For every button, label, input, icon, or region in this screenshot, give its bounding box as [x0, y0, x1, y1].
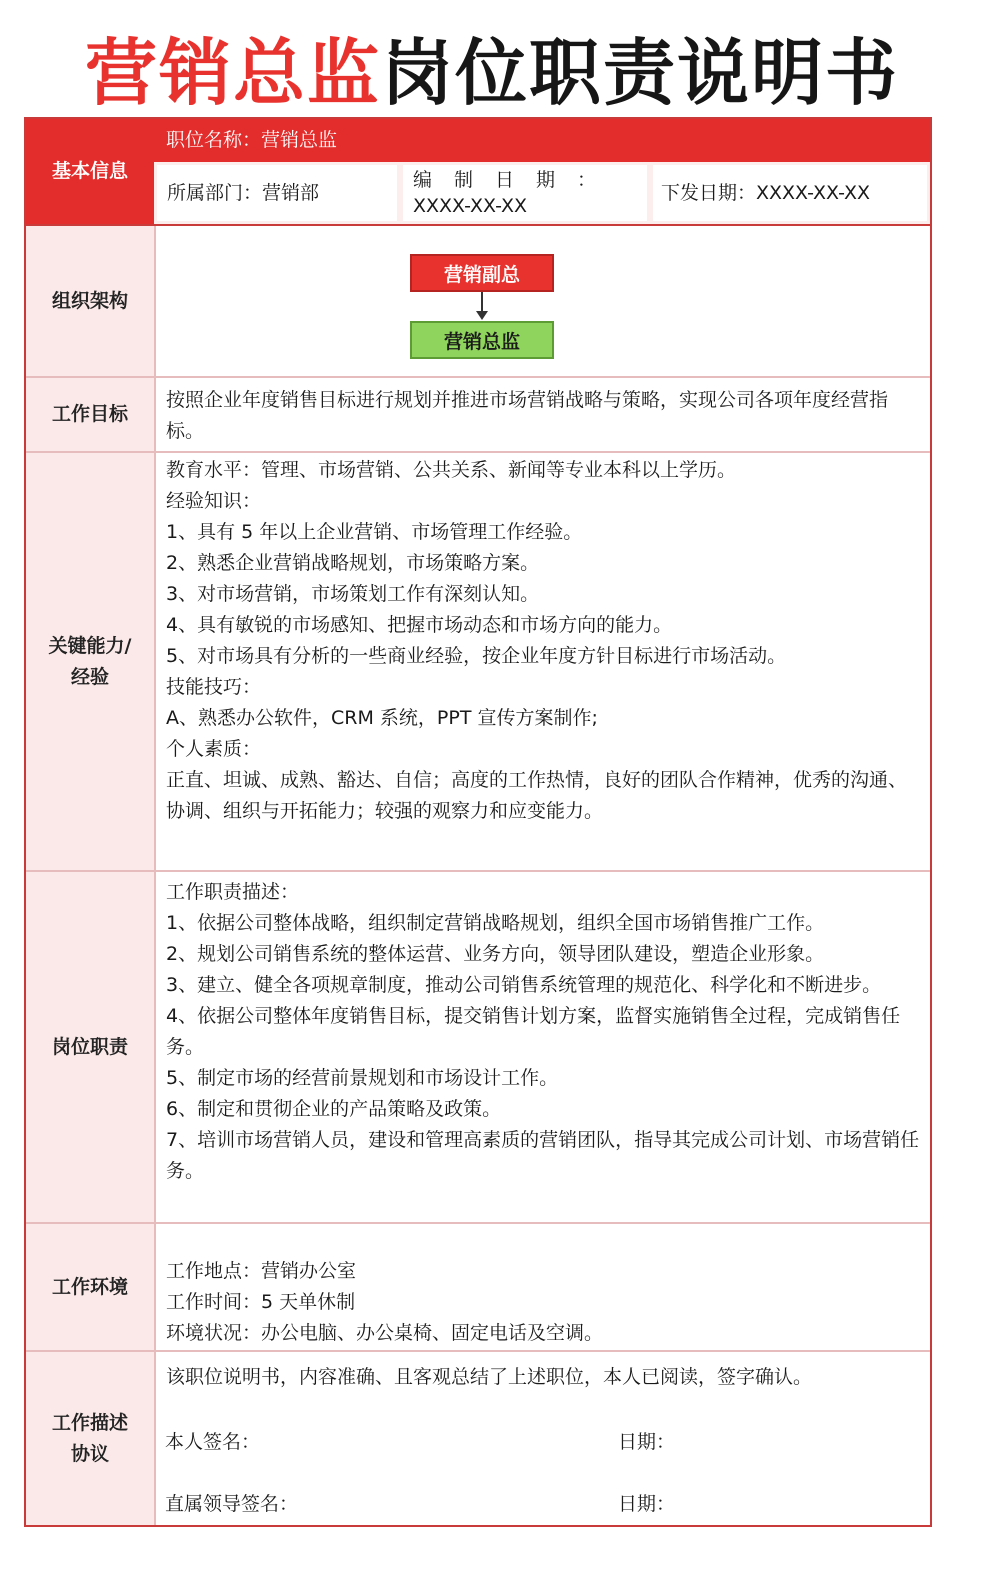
- ability-line: 1、具有 5 年以上企业营销、市场管理工作经验。: [166, 521, 583, 543]
- leader-signature-field[interactable]: 直属领导签名：: [165, 1493, 299, 1515]
- org-connector: [481, 292, 483, 313]
- agreement-label: [26, 1352, 154, 1525]
- title-red-part: 营销总监: [84, 31, 381, 115]
- environment-label: 工作环境: [26, 1224, 154, 1352]
- department: 所属部门：营销部: [157, 165, 397, 221]
- ability-line: 4、具有敏锐的市场感知、把握市场动态和市场方向的能力。: [166, 614, 673, 636]
- goal-cell: [154, 378, 930, 453]
- page-title: [0, 28, 984, 118]
- ability-line: 技能技巧：: [166, 676, 262, 698]
- goal-text: 按照企业年度销售目标进行规划并推进市场营销战略与策略，实现公司各项年度经营指标。: [166, 389, 889, 442]
- duty-line: 6、制定和贯彻企业的产品策略及政策。: [166, 1098, 502, 1120]
- agreement-statement: 该职位说明书，内容准确、且客观总结了上述职位，本人已阅读，签字确认。: [166, 1366, 813, 1388]
- ability-line: 个人素质：: [166, 738, 262, 760]
- agreement-label-line2: 协议: [70, 1442, 109, 1465]
- issue-date-cell: [650, 162, 930, 226]
- self-signature-field[interactable]: 本人签名：: [165, 1431, 261, 1453]
- duty-cell: [154, 872, 930, 1224]
- environment-line: 工作地点：营销办公室: [166, 1260, 357, 1282]
- duty-line: 1、依据公司整体战略，组织制定营销战略规划，组织全国市场销售推广工作。: [166, 912, 825, 934]
- ability-line: 正直、坦诚、成熟、豁达、自信；高度的工作热情，良好的团队合作精神，优秀的沟通、协调、组织与开拓能力；较强的观察力和应变能力。: [166, 769, 908, 822]
- compile-date-value: XXXX-XX-XX: [413, 195, 528, 217]
- self-sign-date-field[interactable]: 日期：: [618, 1431, 676, 1453]
- ability-label-line1: 关键能力/: [48, 634, 132, 657]
- ability-label-line2: 经验: [70, 665, 109, 688]
- ability-line: 经验知识：: [166, 490, 262, 512]
- duty-line: 3、建立、健全各项规章制度，推动公司销售系统管理的规范化、科学化和不断进步。: [166, 974, 882, 996]
- environment-line: 环境状况：办公电脑、办公桌椅、固定电话及空调。: [166, 1322, 604, 1344]
- ability-line: 3、对市场营销，市场策划工作有深刻认知。: [166, 583, 540, 605]
- ability-line: 2、熟悉企业营销战略规划，市场策略方案。: [166, 552, 540, 574]
- position-name: 职位名称：营销总监: [154, 119, 930, 162]
- duty-line: 2、规划公司销售系统的整体运营、业务方向，领导团队建设，塑造企业形象。: [166, 943, 825, 965]
- ability-line: 教育水平：管理、市场营销、公共关系、新闻等专业本科以上学历。: [166, 459, 737, 481]
- ability-label: [26, 453, 154, 872]
- agreement-label-line1: 工作描述: [51, 1411, 128, 1434]
- ability-line: 5、对市场具有分析的一些商业经验，按企业年度方针目标进行市场活动。: [166, 645, 787, 667]
- department-cell: [154, 162, 400, 226]
- issue-date: 下发日期：XXXX-XX-XX: [653, 165, 927, 221]
- org-label: 组织架构: [26, 226, 154, 378]
- leader-sign-date-field[interactable]: 日期：: [618, 1493, 676, 1515]
- duty-label: 岗位职责: [26, 872, 154, 1224]
- job-description-table: [24, 117, 932, 1527]
- ability-cell: [154, 453, 930, 872]
- org-node-vp: 营销副总: [410, 254, 554, 292]
- goal-label: 工作目标: [26, 378, 154, 453]
- compile-date-cell: [400, 162, 650, 226]
- duty-line: 工作职责描述：: [166, 881, 300, 903]
- ability-line: A、熟悉办公软件，CRM 系统，PPT 宣传方案制作;: [166, 707, 598, 729]
- duty-line: 7、培训市场营销人员，建设和管理高素质的营销团队，指导其完成公司计划、市场营销任务。: [166, 1129, 920, 1182]
- basic-info-label: 基本信息: [26, 119, 154, 226]
- title-black-part: 岗位职责说明书: [381, 31, 900, 115]
- environment-line: 工作时间：5 天单休制: [166, 1291, 356, 1313]
- duty-line: 5、制定市场的经营前景规划和市场设计工作。: [166, 1067, 559, 1089]
- compile-date-label: 编制日期：: [413, 169, 619, 191]
- duty-line: 4、依据公司整体年度销售目标，提交销售计划方案，监督实施销售全过程，完成销售任务。: [166, 1005, 901, 1058]
- org-node-director: 营销总监: [410, 321, 554, 359]
- environment-cell: [154, 1224, 930, 1352]
- org-arrow-icon: [476, 311, 488, 320]
